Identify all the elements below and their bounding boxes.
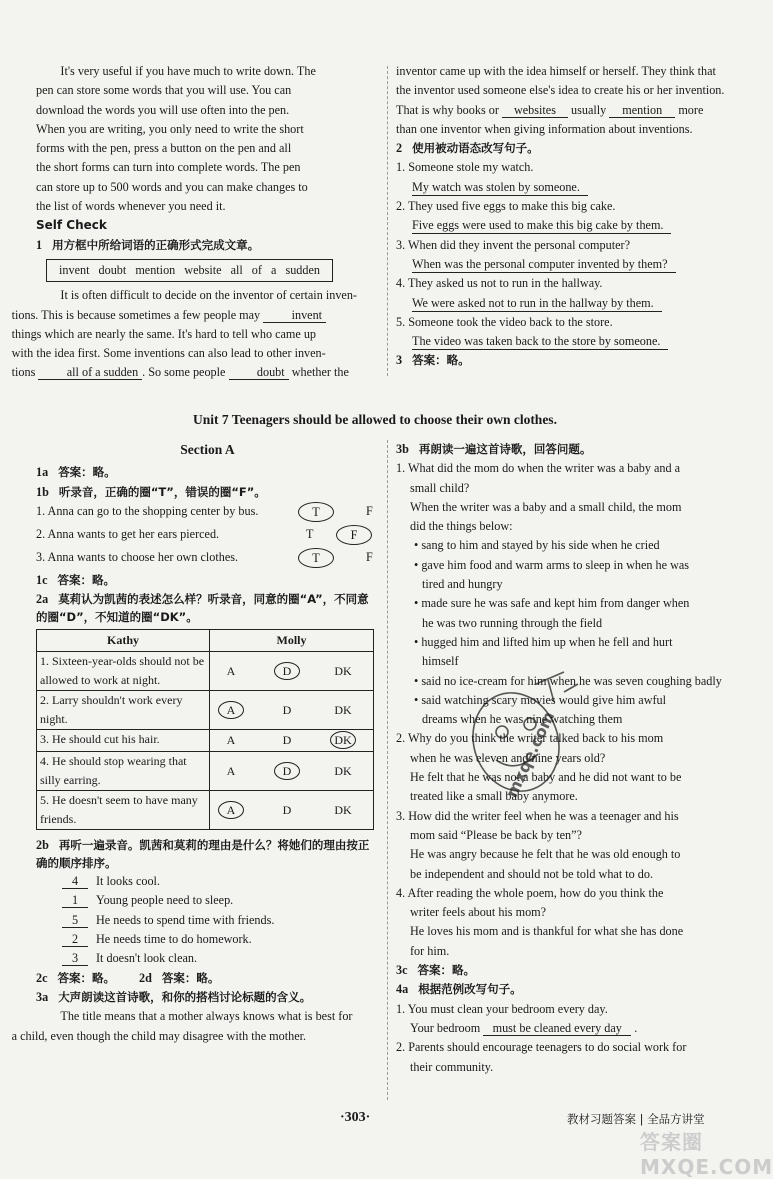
corner-watermark: 答案圈 MXQE.COM xyxy=(640,1130,773,1179)
inventions-passage: It is often difficult to decide on the inventor of certain inven- tions. This is because sometimes a few people may invent things which are nearly the same. It's hard to tell who came up with the idea first. Some inventions can also lead to other inven- tions all of a sudden . So some people doubt whether the xyxy=(11,288,357,380)
passive-item: 5. Someone took the video back to the store. The video was taken back to the store by someone. xyxy=(396,313,736,352)
poem-answer: He felt that he was not a baby and he did not want to be treated like a small baby anymore. xyxy=(410,770,682,804)
pen-paragraph: It's very useful if you have much to write down. The pen can store some words that you will use. You can download the words you will use often into the pen. When you are writing, you only need to write the short forms with the pen, press a button on the pen and all the short forms can turn into complete words. The pen can store up to 500 words and you can make changes to the list of words whenever you need it. xyxy=(36,64,316,214)
passive-item: 2. They used five eggs to make this big cake. Five eggs were used to make this big cake by them. xyxy=(396,197,736,236)
self-check-heading: Self Check xyxy=(36,218,107,233)
table-row: 1. Sixteen-year-olds should not be allowed to work at night. A D DK xyxy=(37,652,374,691)
order-item: 3 It doesn't look clean. xyxy=(62,949,379,968)
option-dk: DK xyxy=(330,731,356,749)
column-divider-top xyxy=(387,66,388,376)
option-a: A xyxy=(218,701,244,719)
passive-item: 4. They asked us not to run in the hallway. We were asked not to run in the hallway by them. xyxy=(396,274,736,313)
poem-answer: When the writer was a baby and a small child, the mom did the things below: xyxy=(410,499,682,534)
poem-question: 3. How did the writer feel when he was a teenager and his mom said “Please be back by ten”? xyxy=(396,808,679,842)
self-check-instruction: 用方框中所给词语的正确形式完成文章。 xyxy=(52,237,260,252)
footer-text: 教材习题答案 | 全品方讲堂 xyxy=(567,1112,705,1126)
kathy-molly-table: Kathy Molly 1. Sixteen-year-olds should not be allowed to work at night. A D DK 2. Larry shouldn't work every night. A D DK 3. He should cut his hair. A D DK 4. He should stop wearing that silly earring. A D DK 5. He doesn't seem to have many friends. A D DK xyxy=(36,629,374,830)
tf-option-t: T xyxy=(298,502,334,522)
table-row: 5. He doesn't seem to have many friends. A D DK xyxy=(37,791,374,830)
tf-option-t: T xyxy=(306,526,314,541)
option-d: D xyxy=(282,733,292,748)
option-dk: DK xyxy=(334,702,352,717)
tf-option-f: F xyxy=(336,525,372,545)
option-a: A xyxy=(226,663,236,678)
word-box: invent doubt mention website all of a sudden xyxy=(46,259,333,282)
unit-title: Unit 7 Teenagers should be allowed to choose their own clothes. xyxy=(193,412,557,427)
order-list xyxy=(36,872,379,968)
order-item: 4 It looks cool. xyxy=(62,872,379,891)
table-row: 3. He should cut his hair. A D DK xyxy=(37,730,374,752)
option-dk: DK xyxy=(334,663,352,678)
left-bottom-column: Section A 1a 答案：略。 1b 听录音，正确的圈“T”，错误的圈“F”。 1. Anna can go to the shopping center by bus. T F 2. Anna wants to get her ears pierced. T F 3. Anna wants to choose her own clothes. T F 1c 答案：略。 2a 莫莉认为凯茜的表述怎么样？听录音，同意的圈“A”，不同意的圈“D”，不知道的圈“DK”。 Kathy Molly 1. Sixteen-year-olds should not be allowed to work at night. A D DK 2. Larry shouldn't work every night. A D DK 3. He should cut his hair. A D DK 4. He should stop wearing that silly earring. A D DK 5. He doesn't seem to have many friends. A D DK 2b 再听一遍录音。凯茜和莫莉的理由是什么？将她们的理由按正确的顺序排序。 4 It looks cool. 1 Young people need to sleep. 5 He needs to spend time with friends. 2 He needs time to do homework. 3 It doesn't look clean. 2c 答案：略。 2d 答案：略。 3a 大声朗读这首诗歌，和你的搭档讨论标题的含义。 The title means that a mother always knows what is best for a child, even though the child may disagree with the mother. xyxy=(36,438,379,1046)
answer-blank: doubt xyxy=(229,365,289,380)
passive-item: 1. Someone stole my watch. My watch was stolen by someone. xyxy=(396,158,736,197)
answer-blank: all of a sudden xyxy=(38,365,142,380)
answer-blank: must be cleaned every day xyxy=(483,1021,631,1036)
answer-blank: websites xyxy=(502,103,568,118)
svg-text:mxqe.com: mxqe.com xyxy=(502,708,559,801)
poem-question: 4. After reading the whole poem, how do you think the writer feels about his mom? xyxy=(396,885,664,920)
tf-option-f: F xyxy=(366,503,373,518)
table-row: 4. He should stop wearing that silly earring. A D DK xyxy=(37,752,374,791)
bullet-item: • gave him food and warm arms to sleep in when he was tired and hungry xyxy=(414,557,690,592)
order-item: 5 He needs to spend time with friends. xyxy=(62,911,379,930)
option-d: D xyxy=(282,802,292,817)
tf-row xyxy=(36,525,379,548)
bullet-item: • said no ice-cream for him when he was seven coughing badly xyxy=(414,673,722,688)
title-meaning: The title means that a mother always knows what is best for a child, even though the child may disagree with the mother. xyxy=(11,1009,353,1043)
bullet-item: • sang to him and stayed by his side when he cried xyxy=(414,538,660,553)
tf-statement: 3. Anna wants to choose her own clothes. xyxy=(36,549,239,564)
bullet-item: • hugged him and lifted him up when he fell and hurt himself xyxy=(414,634,673,669)
passive-voice-instruction: 使用被动语态改写句子。 xyxy=(412,141,539,156)
bullet-item: • made sure he was safe and kept him from danger when he was two running through the field xyxy=(414,596,690,630)
column-divider-bottom xyxy=(387,440,388,1100)
true-false-list xyxy=(36,502,379,571)
poem-answer: He loves his mom and is thankful for what she has done for him. xyxy=(410,924,684,958)
option-a: A xyxy=(226,763,236,778)
option-a: A xyxy=(226,733,236,748)
option-d: D xyxy=(282,702,292,717)
option-d: D xyxy=(274,662,300,680)
option-a: A xyxy=(218,801,244,819)
answer-blank: invent xyxy=(263,308,326,323)
poem-answer: He was angry because he felt that he was old enough to be independent and should not be told what to do. xyxy=(410,847,681,881)
right-top-column: inventor came up with the idea himself or herself. They think that the inventor used someone else's idea to create his or her invention. That is why books or websites usually mention more than one inventor when giving information about inventions. 2 使用被动语态改写句子。 1. Someone stole my watch. My watch was stolen by someone. 2. They used five eggs to make this big cake. Five eggs were used to make this big cake by them. 3. When did they invent the personal computer? When was the personal computer invented by them? 4. They asked us not to run in the hallway. We were asked not to run in the hallway by them. 5. Someone took the video back to the store. The video was taken back to the store by someone. 3 答案：略。 xyxy=(396,62,736,371)
option-d: D xyxy=(274,762,300,780)
passive-item: 3. When did they invent the personal computer? When was the personal computer invented by them? xyxy=(396,236,736,275)
tf-statement: 2. Anna wants to get her ears pierced. xyxy=(36,526,220,541)
option-dk: DK xyxy=(334,763,352,778)
left-top-column: It's very useful if you have much to write down. The pen can store some words that you will use. You can download the words you will use often into the pen. When you are writing, you only need to write the short forms with the pen, press a button on the pen and all the short forms can turn into complete words. The pen can store up to 500 words and you can make changes to the list of words whenever you need it. Self Check 1 用方框中所给词语的正确形式完成文章。 invent doubt mention website all of a sudden It is often difficult to decide on the inventor of certain inven- tions. This is because sometimes a few people may invent things which are nearly the same. It's hard to tell who came up with the idea first. Some inventions can also lead to other inven- tions all of a sudden . So some people doubt whether the xyxy=(36,62,379,383)
option-dk: DK xyxy=(334,802,352,817)
page-number: ·303· xyxy=(340,1110,371,1125)
right-bottom-column: 3b 再朗读一遍这首诗歌，回答问题。 1. What did the mom do when the writer was a baby and a small child? When the writer was a baby and a small child, the mom did the things below: • sang to him and stayed by his side when he cried • gave him food and warm arms to sleep in when he was tired and hungry • made sure he was safe and kept him from danger when he was two running through the field • hugged him and lifted him up when he fell and hurt himself • said no ice-cream for him when he was seven coughing badly • said watching scary movies would give him awful dreams when he was nine watching them 2. Why do you think the writer talked back to his mom when he was eleven and nine years old? He felt that he was not a baby and he did not want to be treated like a small baby anymore. 3. How did the writer feel when he was a teenager and his mom said “Please be back by ten”? He was angry because he felt that he was old enough to be independent and should not be told what to do. 4. After reading the whole poem, how do you think the writer feels about his mom? He loves his mom and is thankful for what she has done for him. 3c 答案：略。 4a 根据范例改写句子。 1. You must clean your bedroom every day. Your bedroom must be cleaned every day . 2. Parents should encourage teenagers to do social work for their community. xyxy=(396,440,736,1077)
tf-option-f: F xyxy=(366,549,373,564)
watermark-stamp-logo xyxy=(446,662,596,812)
bullet-item: • said watching scary movies would give him awful dreams when he was nine watching them xyxy=(414,692,667,727)
poem-question: 2. Why do you think the writer talked back to his mom when he was eleven and nine years old? xyxy=(396,731,664,765)
section-heading: Section A xyxy=(180,442,235,457)
answer-blank: mention xyxy=(609,103,675,118)
tf-row xyxy=(36,502,379,525)
tf-statement: 1. Anna can go to the shopping center by bus. xyxy=(36,503,259,518)
order-item: 1 Young people need to sleep. xyxy=(62,891,379,910)
poem-question: 1. What did the mom do when the writer was a baby and a small child? xyxy=(396,461,681,495)
tf-option-t: T xyxy=(298,548,334,568)
table-row: 2. Larry shouldn't work every night. A D DK xyxy=(37,691,374,730)
order-item: 2 He needs time to do homework. xyxy=(62,930,379,949)
tf-row xyxy=(36,548,379,571)
